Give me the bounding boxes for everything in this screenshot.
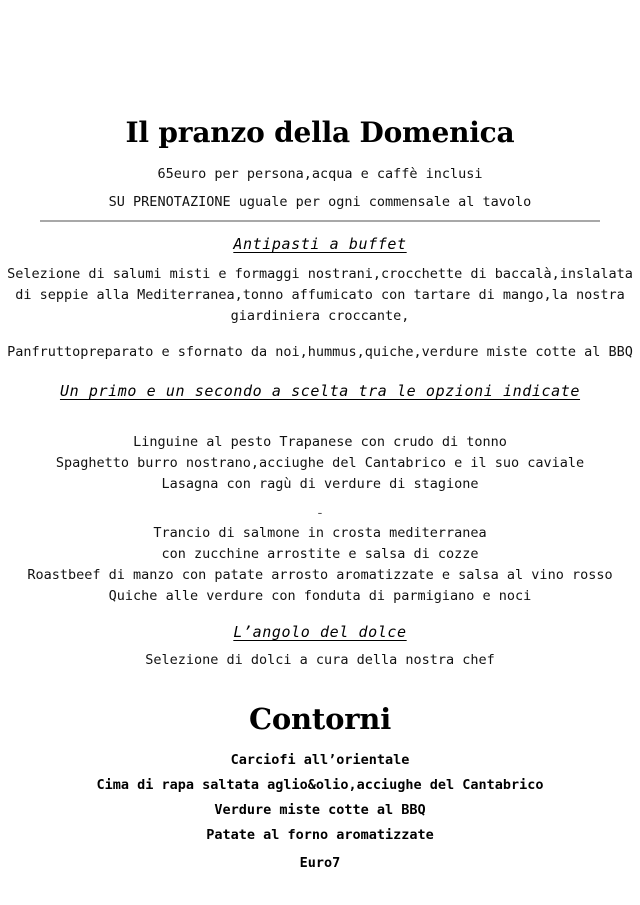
list-item: Trancio di salmone in crosta mediterranea [153, 524, 487, 541]
list-item: Patate al forno aromatizzate [206, 826, 434, 843]
list-item: Carciofi all’orientale [230, 751, 410, 768]
contorni-list [0, 748, 640, 848]
price-line: 65euro per persona,acqua e caffè inclusi [157, 165, 483, 182]
dolce-line: Selezione di dolci a cura della nostra chef [145, 651, 495, 668]
contorni-title: Contorni [248, 701, 392, 736]
list-item: Quiche alle verdure con fonduta di parmigiano e noci [108, 587, 532, 604]
list-item: Lasagna con ragù di verdure di stagione [161, 475, 479, 492]
header-divider [40, 220, 600, 222]
antipasti-list [0, 264, 640, 327]
section-heading-courses [0, 381, 640, 400]
section-heading-courses-text: Un primo e un secondo a scelta tra le opzioni indicate [59, 381, 581, 400]
secondi-list [0, 523, 640, 607]
list-item: Spaghetto burro nostrano,acciughe del Cantabrico e il suo caviale [55, 454, 585, 471]
list-item: Selezione di salumi misti e formaggi nostrani,crocchette di baccalà,inslalata [7, 265, 633, 282]
primi-list [0, 432, 640, 495]
contorni-price: Euro7 [299, 854, 341, 871]
list-item: Cima di rapa saltata aglio&olio,acciughe del Cantabrico [96, 776, 544, 793]
antipasti-extra-line: Panfruttopreparato e sfornato da noi,hummus,quiche,verdure miste cotte al BBQ [7, 343, 633, 360]
section-heading-antipasti-text: Antipasti a buffet [233, 234, 407, 253]
list-item: con zucchine arrostite e salsa di cozze [161, 545, 479, 562]
section-heading-antipasti [0, 234, 640, 253]
list-item: Verdure miste cotte al BBQ [214, 801, 426, 818]
section-heading-dolce [0, 622, 640, 641]
list-item: Linguine al pesto Trapanese con crudo di tonno [133, 433, 507, 450]
reservation-line: SU PRENOTAZIONE uguale per ogni commensale al tavolo [108, 194, 532, 211]
list-item: di seppie alla Mediterranea,tonno affumicato con tartare di mango,la nostra [15, 286, 625, 303]
course-separator: - [315, 504, 325, 521]
page-title: Il pranzo della Domenica [125, 116, 515, 149]
list-item: giardiniera croccante, [230, 307, 410, 324]
section-heading-dolce-text: L’angolo del dolce [233, 622, 407, 641]
list-item: Roastbeef di manzo con patate arrosto aromatizzate e salsa al vino rosso [27, 566, 613, 583]
